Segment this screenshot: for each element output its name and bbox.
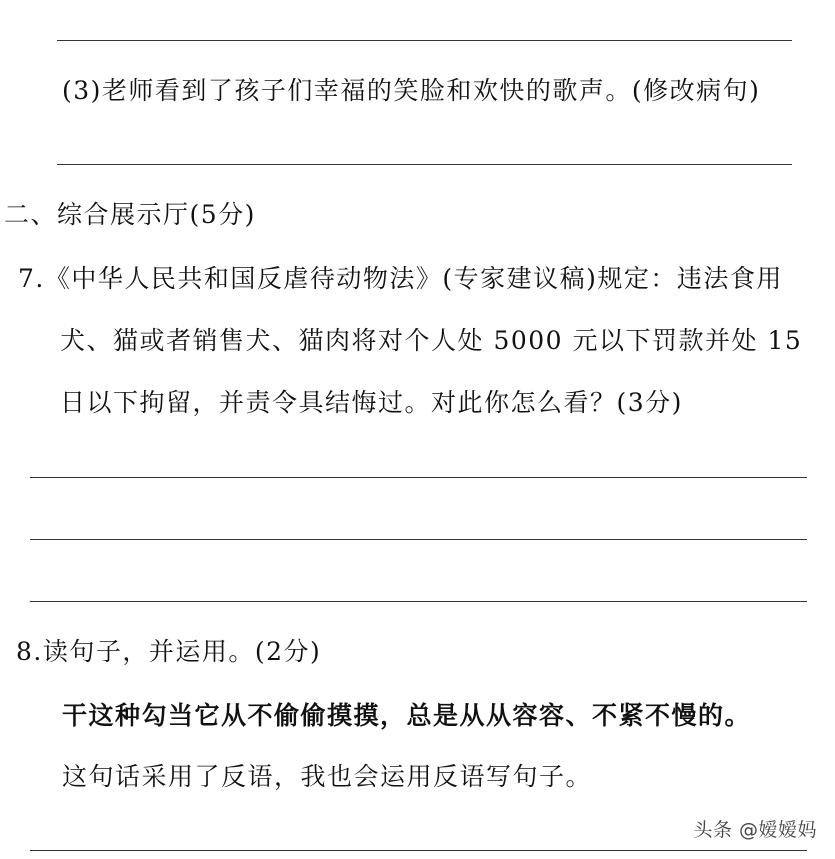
question-7-line-1: 7.《中华人民共和国反虐待动物法》(专家建议稿)规定：违法食用 <box>18 264 783 293</box>
question-8-heading: 8.读句子，并运用。(2分) <box>16 637 322 666</box>
answer-line <box>57 40 792 41</box>
question-3-item: (3)老师看到了孩子们幸福的笑脸和欢快的歌声。(修改病句) <box>62 76 761 105</box>
question-8-sentence: 干这种勾当它从不偷偷摸摸，总是从从容容、不紧不慢的。 <box>62 701 752 730</box>
answer-line <box>30 601 807 602</box>
answer-line <box>30 477 807 478</box>
watermark: 头条 @嫒嫒妈 <box>693 819 817 841</box>
section-heading: 二、综合展示厅(5分) <box>4 200 256 229</box>
question-8-instruction: 这句话采用了反语，我也会运用反语写句子。 <box>62 762 593 791</box>
answer-line <box>57 164 792 165</box>
answer-line <box>30 539 807 540</box>
question-7-line-2: 犬、猫或者销售犬、猫肉将对个人处 5000 元以下罚款并处 15 <box>60 326 803 355</box>
question-7-line-3: 日以下拘留，并责令具结悔过。对此你怎么看？(3分) <box>60 388 683 417</box>
answer-line <box>30 850 807 851</box>
